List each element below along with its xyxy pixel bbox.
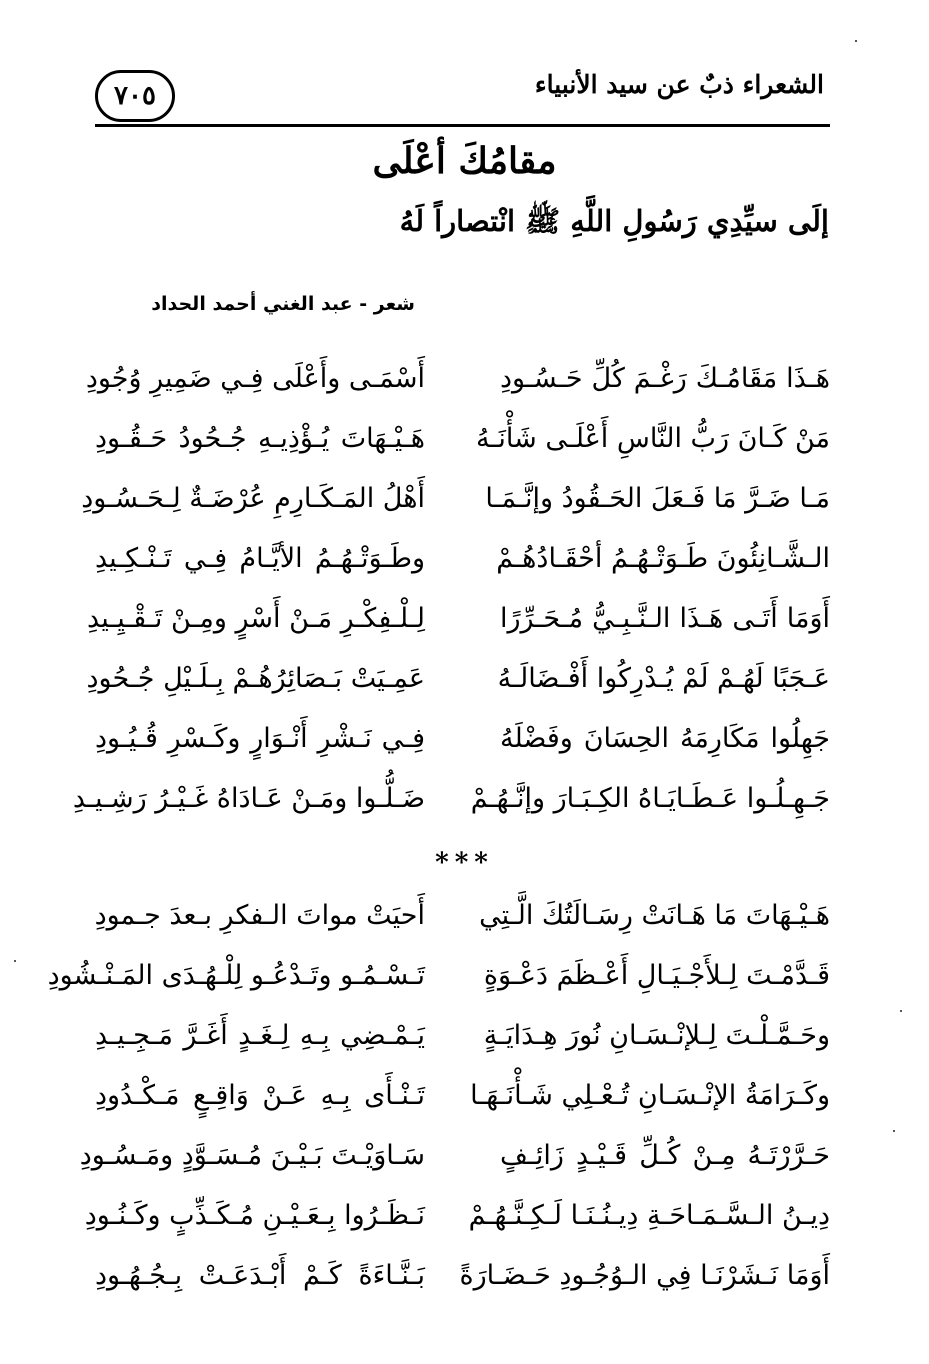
verse-second-hemistich: تَـنْـأَى بِـهِ عَـنْ وَاقِـعٍ مَـكْـدُودِ xyxy=(95,1079,425,1111)
verse-second-hemistich: بَـنَّـاءَةً كَـمْ أَبْـدَعَـتْ بِـجُـهُـودِ xyxy=(95,1259,425,1291)
verse-second-hemistich: ضَـلُّـوا ومَـنْ عَـادَاهُ غَـيْـرُ رَشِـيـدِ xyxy=(72,782,425,814)
verse-first-hemistich: وحَـمَّـلْـتَ لِـلإنْـسَـانِ نُورَ هِـدَايَـةٍ xyxy=(483,1019,830,1051)
poet-credit: شعر - عبد الغني أحمد الحداد xyxy=(151,293,415,315)
verse-second-hemistich: نَـظَـرُوا بِـعَـيْـنِ مُـكَـذِّبٍ وكَـنُـودِ xyxy=(84,1199,425,1231)
verse-second-hemistich: وطَـوَتْـهُـمُ الأيَّـامُ فِـي تَـنْـكِـيدِ xyxy=(95,542,425,574)
verse-first-hemistich: جَـهِـلُـوا عَـطَـايَـاهُ الكِـبَـارَ وإنَّـهُـمْ xyxy=(470,782,830,814)
verse-first-hemistich: أَوَمَا أَتَـى هَـذَا الـنَّـبِـيُّ مُـحَـرِّرًا xyxy=(500,602,830,634)
verse-second-hemistich: تَـسْـمُـو وتَـدْعُـو لِلْـهُـدَى المَـنْـشُودِ xyxy=(47,959,425,991)
scan-speck xyxy=(900,1010,902,1012)
verse-first-hemistich: حَـرَّرْتَـهُ مِـنْ كُـلِّ قَـيْـدٍ زَائِـفٍ xyxy=(500,1139,830,1171)
verse-second-hemistich: أَهْلُ المَـكَـارِمِ عُرْضَـةٌ لِـحَـسُـودِ xyxy=(81,482,425,514)
verse-row xyxy=(95,1005,830,1065)
running-header-title: الشعراء ذبٌ عن سيد الأنبياء xyxy=(534,70,824,99)
verse-second-hemistich: لِـلْـفِكْـرِ مَـنْ أَسْرٍ ومِـنْ تَـقْـيِـيدِ xyxy=(87,602,425,634)
verse-first-hemistich: وكَـرَامَةُ الإنْـسَـانِ تُـعْـلِي شَـأْنَـهَـا xyxy=(470,1079,830,1111)
poem-subtitle: إلَى سيِّدِي رَسُولِ اللَّهِ ﷺ انْتصاراً لَهُ xyxy=(399,204,829,238)
verse-row xyxy=(87,588,830,648)
stanza-separator: *** xyxy=(435,848,494,878)
verse-second-hemistich: أَحيَتْ مواتَ الـفكرِ بـعدَ جـمودِ xyxy=(94,899,425,931)
verse-row xyxy=(95,885,830,945)
verse-second-hemistich: يَـمْـضِي بِـهِ لِـغَـدٍ أَغَـرَّ مَـجِـيـدِ xyxy=(95,1019,425,1051)
verse-first-hemistich: هَـذَا مَقَامُـكَ رَغْـمَ كُلِّ حَـسُـودِ xyxy=(500,362,830,394)
verse-row xyxy=(79,1125,830,1185)
verse-row xyxy=(95,408,830,468)
verse-first-hemistich: الـشَّـانِئُونَ طَـوَتْـهُـمُ أحْقَـادُهُـمْ xyxy=(496,542,830,574)
verse-first-hemistich: هَـيْـهَاتَ مَا هَـانَتْ رِسَـالَتُكَ الَّـتِي xyxy=(479,899,830,931)
verse-second-hemistich: هَـيْـهَاتَ يُـؤْذِيـهِ جُـحُودُ حَـقُـودِ xyxy=(95,422,425,454)
page-number-badge: ٧٠٥ xyxy=(95,70,175,122)
verse-second-hemistich: عَمِـيَتْ بَـصَائِرُهُـمْ بِـلَـيْلِ جُـحُودِ xyxy=(86,662,425,694)
verse-first-hemistich: مَنْ كَـانَ رَبُّ النَّاسِ أَعْلَـى شَأْنَـهُ xyxy=(476,422,830,454)
verse-second-hemistich: فِـي نَـشْرِ أَنْـوَارٍ وكَـسْرِ قُـيُـودِ xyxy=(95,722,425,754)
verse-row xyxy=(86,648,830,708)
verse-row xyxy=(81,468,830,528)
scan-speck xyxy=(855,40,857,42)
header-rule xyxy=(95,124,830,127)
verse-row xyxy=(95,1065,830,1125)
verse-first-hemistich: قَـدَّمْـتَ لِـلأَجْـيَـالِ أَعْـظَمَ دَعْـوَةٍ xyxy=(483,959,830,991)
verse-row xyxy=(85,348,830,408)
verse-row xyxy=(95,708,830,768)
verse-first-hemistich: مَـا ضَـرَّ مَا فَـعَلَ الحَـقُودُ وإنَّـمَـا xyxy=(485,482,830,514)
verse-second-hemistich: سَـاوَيْـتَ بَـيْـنَ مُـسَـوَّدٍ ومَـسُـودِ xyxy=(79,1139,425,1171)
scan-speck xyxy=(893,1130,895,1132)
verse-row xyxy=(84,1185,830,1245)
verse-second-hemistich: أَسْمَـى وأَعْلَى فِـي ضَمِيرِ وُجُودِ xyxy=(85,362,425,394)
verse-first-hemistich: دِيـنُ الـسَّـمَـاحَـةِ دِيـنُـنَـا لَـكِـنَّـهُـمْ xyxy=(468,1199,830,1231)
verse-first-hemistich: جَهِلُوا مَكَارِمَهُ الحِسَانَ وفَضْلَهُ xyxy=(500,722,830,754)
verse-row xyxy=(72,768,830,828)
stanza-2 xyxy=(47,885,830,1305)
verse-first-hemistich: أَوَمَا نَـشَرْنَـا فِي الـوُجُـودِ حَـضَـارَةً xyxy=(459,1259,830,1291)
verse-row xyxy=(47,945,830,1005)
stanza-1 xyxy=(72,348,830,828)
verse-first-hemistich: عَـجَبًا لَهُـمْ لَمْ يُـدْرِكُوا أَفْـضَالَـهُ xyxy=(497,662,830,694)
verse-row xyxy=(95,528,830,588)
verse-row xyxy=(95,1245,830,1305)
poem-title: مقامُكَ أعْلَى xyxy=(372,140,557,182)
scan-speck xyxy=(14,960,16,962)
